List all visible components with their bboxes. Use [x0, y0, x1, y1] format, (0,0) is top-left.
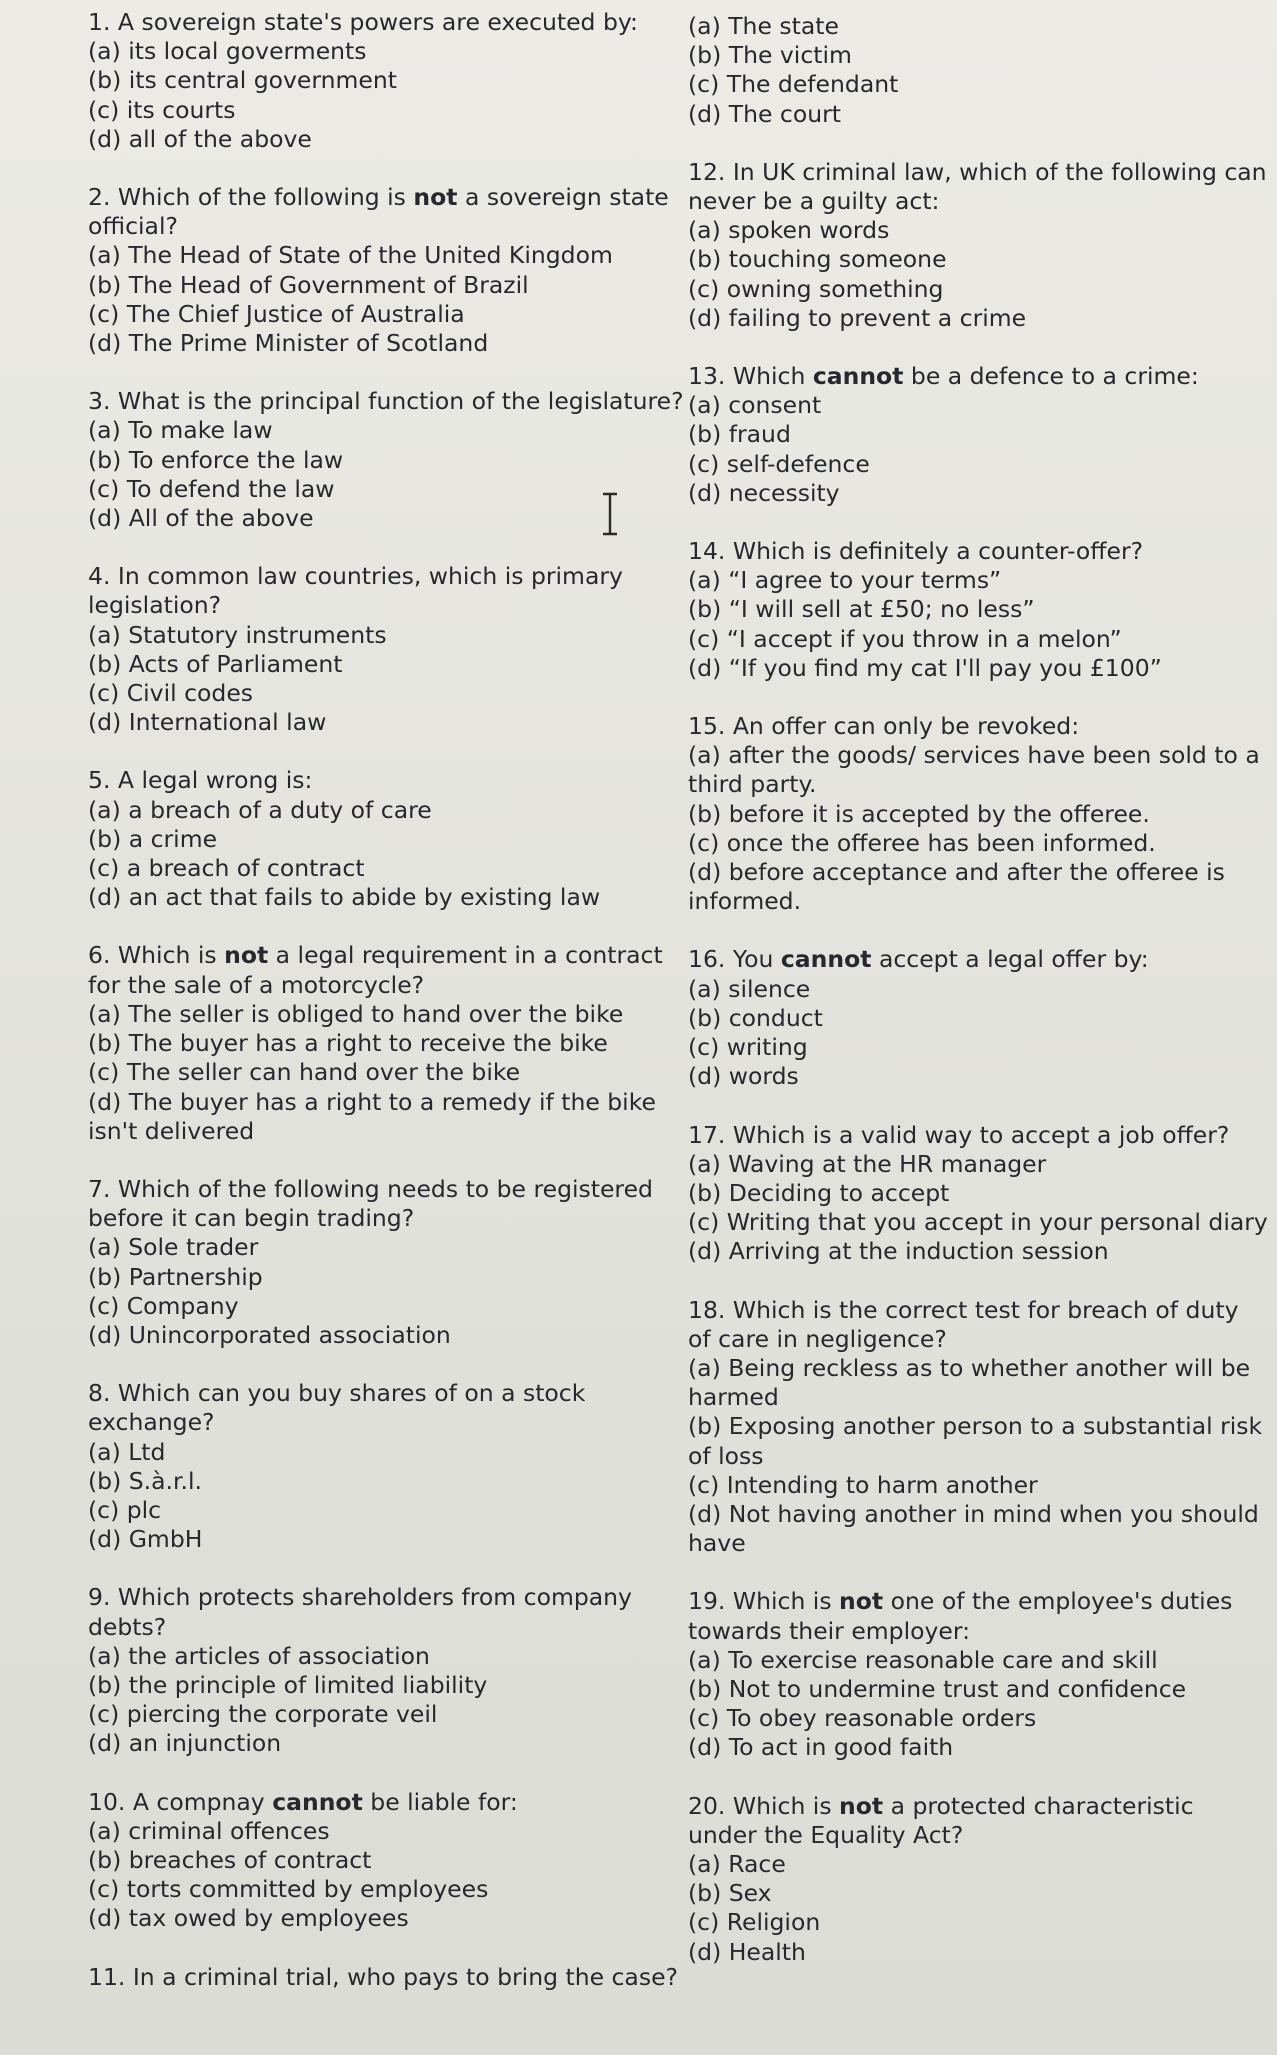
question-text: 1. A sovereign state's powers are executed by: — [88, 8, 638, 36]
question-19 — [688, 1587, 1268, 1762]
option-b: (b) touching someone — [688, 245, 947, 274]
option-c: (c) writing — [688, 1033, 808, 1062]
question-18 — [688, 1296, 1268, 1559]
question-9 — [88, 1583, 688, 1758]
question-10 — [88, 1788, 688, 1934]
option-b: (b) the principle of limited liability — [88, 1670, 488, 1699]
option-c: (c) torts committed by employees — [88, 1875, 489, 1904]
option-d: (d) an injunction — [88, 1729, 282, 1758]
option-d: (d) Unincorporated association — [88, 1320, 451, 1349]
option-c: (c) “I accept if you throw in a melon” — [688, 624, 1122, 653]
question-text: 13. Which cannot be a defence to a crime: — [688, 362, 1199, 391]
option-d: (d) words — [688, 1062, 799, 1091]
option-a: (a) consent — [688, 391, 822, 420]
question-text: 4. In common law countries, which is primary legislation? — [88, 562, 623, 620]
option-b: (b) Deciding to accept — [688, 1178, 950, 1207]
option-d: (d) GmbH — [88, 1525, 203, 1554]
option-d: (d) necessity — [688, 478, 840, 507]
question-1 — [88, 8, 688, 154]
option-d: (d) an act that fails to abide by existing law — [88, 883, 601, 912]
option-a: (a) spoken words — [688, 216, 890, 245]
option-b: (b) Acts of Parliament — [88, 649, 343, 678]
option-d: (d) To act in good faith — [688, 1733, 954, 1762]
option-c: (c) piercing the corporate veil — [88, 1700, 438, 1729]
option-b: (b) before it is accepted by the offeree. — [688, 799, 1150, 828]
question-4 — [88, 562, 688, 737]
option-a: (a) Waving at the HR manager — [688, 1149, 1047, 1178]
question-17 — [688, 1121, 1268, 1267]
option-d: (d) Health — [688, 1937, 806, 1966]
question-text: 2. Which of the following is not a sovereign state official? — [88, 183, 669, 241]
option-c: (c) once the offeree has been informed. — [688, 828, 1156, 857]
option-c: (c) The Chief Justice of Australia — [88, 299, 465, 328]
option-b: (b) “I will sell at £50; no less” — [688, 595, 1035, 624]
question-7 — [88, 1175, 688, 1350]
question-text: 12. In UK criminal law, which of the following can never be a guilty act: — [688, 157, 1267, 216]
option-b: (b) its central government — [88, 66, 397, 95]
option-c: (c) plc — [88, 1495, 162, 1524]
option-d: (d) failing to prevent a crime — [688, 303, 1027, 332]
option-d: (d) all of the above — [88, 124, 312, 153]
option-a: (a) The seller is obliged to hand over the bike — [88, 999, 624, 1028]
question-3 — [88, 387, 688, 533]
question-text: 16. You cannot accept a legal offer by: — [688, 945, 1149, 974]
option-c: (c) owning something — [688, 274, 944, 303]
question-11-options — [688, 12, 1268, 129]
question-13 — [688, 362, 1268, 508]
option-a: (a) Being reckless as to whether another will be harmed — [688, 1353, 1251, 1412]
option-b: (b) The Head of Government of Brazil — [88, 270, 529, 299]
question-text: 15. An offer can only be revoked: — [688, 712, 1080, 741]
option-d: (d) Arriving at the induction session — [688, 1237, 1109, 1266]
question-text: 3. What is the principal function of the legislature? — [88, 387, 684, 416]
option-c: (c) self-defence — [688, 449, 870, 478]
option-c: (c) Civil codes — [88, 679, 254, 708]
option-b: (b) To enforce the law — [88, 445, 344, 474]
option-b: (b) Partnership — [88, 1262, 263, 1291]
question-14 — [688, 537, 1268, 683]
option-c: (c) To obey reasonable orders — [688, 1704, 1037, 1733]
option-a: (a) Statutory instruments — [88, 620, 387, 649]
question-text: 19. Which is not one of the employee's duties towards their employer: — [688, 1587, 1233, 1645]
question-8 — [88, 1379, 688, 1554]
option-c: (c) a breach of contract — [88, 854, 365, 883]
option-a: (a) The Head of State of the United Kingdom — [88, 241, 613, 270]
question-text: 17. Which is a valid way to accept a job offer? — [688, 1120, 1230, 1149]
option-d: (d) Not having another in mind when you should have — [688, 1499, 1259, 1558]
question-text: 7. Which of the following needs to be registered before it can begin trading? — [88, 1174, 653, 1233]
option-b: (b) The buyer has a right to receive the bike — [88, 1029, 608, 1058]
option-a: (a) the articles of association — [88, 1641, 430, 1670]
option-a: (a) To make law — [88, 416, 273, 445]
question-15 — [688, 712, 1268, 916]
right-column — [688, 8, 1268, 1996]
question-text: 14. Which is definitely a counter-offer? — [688, 537, 1144, 566]
option-d: (d) The buyer has a right to a remedy if the bike isn't delivered — [88, 1087, 656, 1145]
question-text: 6. Which is not a legal requirement in a contract for the sale of a motorcycle? — [88, 941, 663, 999]
option-a: (a) To exercise reasonable care and skill — [688, 1645, 1158, 1674]
option-c: (c) The seller can hand over the bike — [88, 1058, 521, 1087]
question-16 — [688, 945, 1268, 1091]
question-text: 9. Which protects shareholders from company debts? — [88, 1583, 632, 1641]
option-a: (a) criminal offences — [88, 1816, 330, 1845]
option-d: (d) The Prime Minister of Scotland — [88, 329, 489, 358]
question-5 — [88, 766, 688, 912]
option-a: (a) silence — [688, 974, 811, 1003]
question-11 — [88, 1963, 688, 1992]
option-b: (b) fraud — [688, 420, 791, 449]
option-a: (a) after the goods/ services have been sold to a third party. — [688, 741, 1260, 799]
option-b: (b) S.à.r.l. — [88, 1466, 202, 1495]
option-a: (a) “I agree to your terms” — [688, 566, 1002, 595]
option-c: (c) To defend the law — [88, 474, 335, 503]
option-a: (a) Sole trader — [88, 1233, 259, 1262]
option-c: (c) Company — [88, 1291, 239, 1320]
option-c: (c) Religion — [688, 1908, 821, 1937]
option-d: (d) “If you find my cat I'll pay you £100” — [688, 653, 1162, 682]
question-6 — [88, 941, 688, 1145]
option-d: (d) before acceptance and after the offeree is informed. — [688, 858, 1225, 916]
question-text: 10. A compnay cannot be liable for: — [88, 1787, 518, 1816]
question-20 — [688, 1792, 1268, 1967]
question-text: 8. Which can you buy shares of on a stock exchange? — [88, 1379, 586, 1437]
left-column — [88, 8, 688, 2021]
option-a: (a) a breach of a duty of care — [88, 795, 432, 824]
option-b: (b) breaches of contract — [88, 1845, 372, 1874]
option-b: (b) conduct — [688, 1003, 823, 1032]
question-text: 20. Which is not a protected characteristic under the Equality Act? — [688, 1791, 1194, 1849]
option-c: (c) Writing that you accept in your personal diary — [688, 1208, 1268, 1237]
option-b: (b) Sex — [688, 1879, 772, 1908]
option-d: (d) International law — [88, 708, 327, 737]
option-d: (d) All of the above — [88, 504, 314, 533]
option-a: (a) Race — [688, 1849, 786, 1878]
option-d: (d) The court — [688, 99, 841, 128]
option-a: (a) The state — [688, 12, 839, 40]
question-text: 11. In a criminal trial, who pays to bring the case? — [88, 1962, 679, 1991]
question-2 — [88, 183, 688, 358]
option-c: (c) its courts — [88, 95, 236, 124]
option-b: (b) Not to undermine trust and confidence — [688, 1674, 1187, 1703]
option-b: (b) The victim — [688, 41, 852, 70]
option-b: (b) Exposing another person to a substantial risk of loss — [688, 1412, 1263, 1470]
question-text: 5. A legal wrong is: — [88, 766, 313, 795]
question-text: 18. Which is the correct test for breach of duty of care in negligence? — [688, 1295, 1239, 1353]
option-a: (a) its local goverments — [88, 37, 367, 66]
option-c: (c) Intending to harm another — [688, 1470, 1038, 1499]
option-c: (c) The defendant — [688, 70, 899, 99]
option-d: (d) tax owed by employees — [88, 1904, 409, 1933]
option-b: (b) a crime — [88, 824, 218, 853]
option-a: (a) Ltd — [88, 1437, 166, 1466]
text-cursor-icon — [600, 492, 620, 536]
question-12 — [688, 158, 1268, 333]
